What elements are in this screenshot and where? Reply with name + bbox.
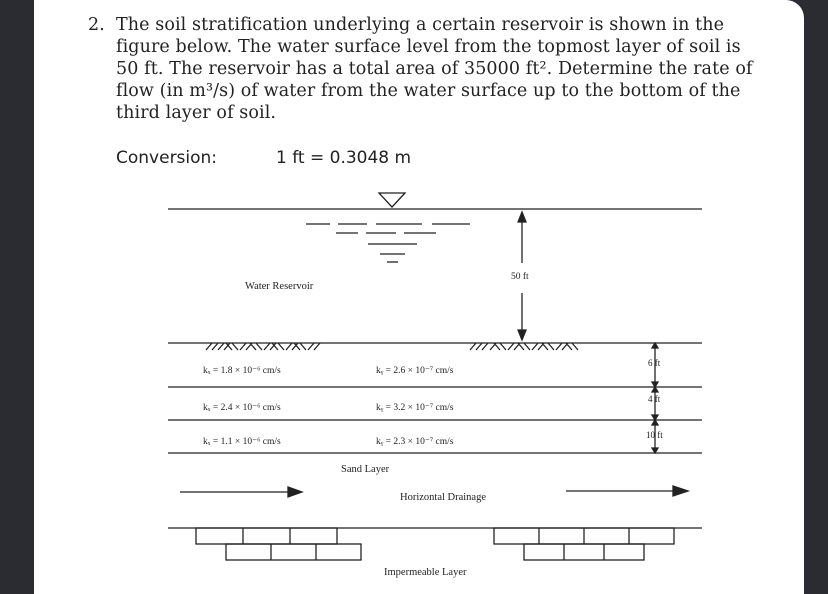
conversion-label: Conversion:	[116, 148, 218, 168]
sand-layer-label: Sand Layer	[341, 464, 390, 475]
problem-text-line: figure below. The water surface level from the topmost layer of soil is	[116, 37, 741, 57]
arrow-head-icon	[652, 420, 658, 425]
layer2-k-left: kₓ = 2.4 × 10⁻⁶ cm/s	[203, 403, 281, 413]
problem-text-line: 50 ft. The reservoir has a total area of 35000 ft². Determine the rate of	[116, 59, 753, 79]
layer1-k-left: kₓ = 1.8 × 10⁻⁶ cm/s	[203, 366, 281, 376]
problem-text-line: flow (in m³/s) of water from the water surface up to the bottom of the	[116, 81, 741, 101]
soil-hatch-left	[206, 343, 320, 350]
conversion-value: 1 ft = 0.3048 m	[276, 148, 412, 168]
arrow-head-icon	[288, 487, 302, 497]
drainage-label: Horizontal Drainage	[400, 492, 487, 503]
layer3-thickness: 10 ft	[646, 430, 663, 440]
arrow-head-icon	[518, 330, 526, 340]
problem-text-line: third layer of soil.	[116, 103, 277, 123]
reservoir-label: Water Reservoir	[245, 281, 314, 292]
layer2-k-right: kᵧ = 3.2 × 10⁻⁷ cm/s	[376, 403, 454, 413]
arrow-head-icon	[652, 448, 658, 453]
problem-text-line: The soil stratification underlying a certain reservoir is shown in the	[116, 15, 725, 35]
impermeable-label: Impermeable Layer	[384, 567, 467, 578]
water-level-triangle-icon	[379, 193, 405, 207]
soil-hatch-right	[470, 343, 578, 350]
arrow-head-icon	[518, 212, 526, 222]
layer3-k-left: kₓ = 1.1 × 10⁻⁶ cm/s	[203, 437, 281, 447]
layer3-k-right: kᵧ = 2.3 × 10⁻⁷ cm/s	[376, 437, 454, 447]
layer1-thickness: 6 ft	[648, 358, 661, 368]
arrow-head-icon	[652, 387, 658, 392]
brick-pattern-right	[494, 528, 674, 560]
brick-pattern-left	[196, 528, 361, 560]
layer2-thickness: 4 ft	[648, 394, 661, 404]
arrow-head-icon	[673, 486, 688, 496]
arrow-head-icon	[652, 343, 658, 348]
depth-label: 50 ft	[511, 272, 529, 282]
problem-number: 2.	[88, 15, 105, 35]
layer1-k-right: kᵧ = 2.6 × 10⁻⁷ cm/s	[376, 366, 454, 376]
